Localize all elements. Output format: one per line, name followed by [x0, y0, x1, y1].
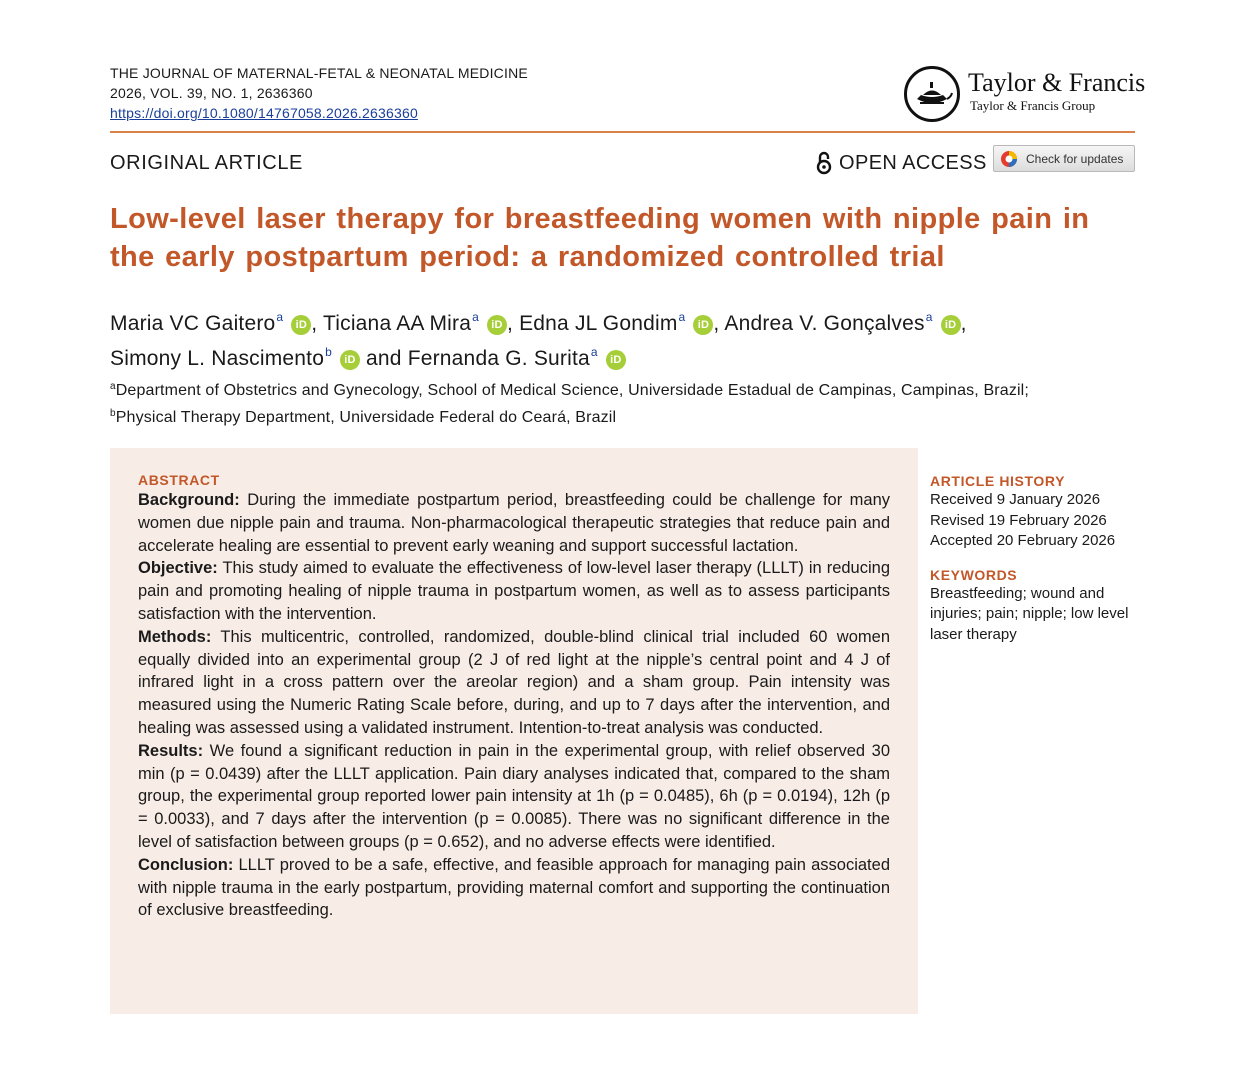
orcid-icon[interactable]: iD — [941, 315, 961, 335]
check-for-updates-label: Check for updates — [1026, 151, 1124, 166]
affiliation-mark: b — [110, 408, 116, 419]
author: Andrea V. Gonçalves$^a$iD , — [724, 310, 967, 335]
author: Edna JL Gondim$^a$iD , — [519, 310, 720, 335]
abstract-section-text: This multicentric, controlled, randomized, double-blind clinical trial included 60 women equally divided into an experimental group (2 J of red light at the nipple’s central point and 4 J of infrared light in a cross pattern over the areolar region) and a sham group. Pain intensity was measured using the Numeric Rating Scale before, during, and up to 7 days after the intervention, and healing was assessed using a validated instrument. Intention-to-treat analysis was conducted. — [138, 627, 890, 737]
accepted-date: Accepted 20 February 2026 — [930, 532, 1116, 549]
keywords-text: Breastfeeding; wound and injuries; pain; nipple; low level laser therapy — [930, 584, 1129, 643]
orcid-icon[interactable]: iD — [487, 315, 507, 335]
author-and: and — [366, 347, 402, 370]
affiliation-text: Physical Therapy Department, Universidade Federal do Ceará, Brazil — [115, 409, 617, 426]
abstract-section-text: This study aimed to evaluate the effectiveness of low-level laser therapy (LLLT) in reducing pain and promoting healing of nipple trauma in postpartum women, as well as to assess participants satisfaction with the intervention. — [138, 559, 890, 623]
check-updates-icon — [1000, 150, 1018, 168]
abstract-heading: ABSTRACT — [138, 472, 220, 488]
publisher-logo[interactable] — [904, 66, 1144, 122]
affiliations — [110, 375, 1140, 429]
affiliation-mark[interactable]: a — [276, 310, 284, 324]
author-name[interactable]: Fernanda G. Surita — [407, 347, 590, 370]
affiliation — [110, 402, 1140, 429]
abstract-section-text: During the immediate postpartum period, breastfeeding could be challenge for many women due nipple pain and trauma. Non-pharmacological therapeutic strategies that reduce pain and accelerate healing are essential to prevent early weaning and support successful lactation. — [138, 491, 890, 555]
article-title: Low-level laser therapy for breastfeeding women with nipple pain in the early postpartum period: a randomized controlled trial — [110, 203, 1090, 273]
publisher-group: Taylor & Francis Group — [970, 98, 1096, 113]
revised-date: Revised 19 February 2026 — [930, 511, 1107, 529]
orcid-icon[interactable]: iD — [606, 350, 626, 370]
article-type: ORIGINAL ARTICLE — [110, 152, 303, 174]
abstract-section — [138, 557, 890, 625]
article-history-heading: ARTICLE HISTORY — [930, 473, 1066, 489]
journal-name: THE JOURNAL OF MATERNAL-FETAL & NEONATAL MEDICINE — [110, 65, 528, 81]
lamp-logo-icon — [904, 66, 960, 122]
abstract-section-label: Results: — [138, 741, 204, 760]
orcid-icon[interactable]: iD — [693, 315, 713, 335]
author — [408, 347, 626, 370]
affiliation-mark[interactable]: a — [590, 345, 598, 359]
keywords-heading: KEYWORDS — [930, 566, 1018, 583]
abstract-section-text: We found a significant reduction in pain in the experimental group, with relief observed 30 min (p = 0.0439) after the LLLT application. Pain diary analyses indicated that, compared to the sham group, the experimental group reported lower pain intensity at 1h (p = 0.0485), 6h (p = 0.0194), 12h (p = 0.0033), and 7 days after the intervention (p = 0.0085). There was no significant difference in the level of satisfaction between groups (p = 0.652), and no adverse effects were identified. — [138, 741, 890, 851]
abstract-section-text: LLLT proved to be a safe, effective, and feasible approach for managing pain associated with nipple trauma in the early postpartum, providing maternal comfort and supporting the continuation of exclusive breastfeeding. — [138, 855, 890, 920]
open-lock-icon — [815, 151, 833, 175]
doi-link[interactable]: https://doi.org/10.1080/14767058.2026.2636360 — [110, 105, 418, 121]
abstract-section — [138, 854, 890, 922]
journal-header — [110, 63, 528, 123]
abstract-section — [138, 489, 890, 557]
author — [110, 347, 360, 370]
open-access-label — [815, 150, 987, 176]
abstract-content — [138, 471, 890, 922]
publisher-name: Taylor & Francis — [968, 68, 1146, 97]
check-for-updates-button[interactable] — [993, 145, 1135, 172]
affiliation-mark[interactable]: a — [678, 310, 686, 324]
abstract-section-label: Objective: — [138, 559, 218, 578]
author: Ticiana AA Mira$^a$iD , — [323, 310, 514, 335]
affiliation — [110, 375, 1140, 402]
abstract-section — [138, 626, 890, 740]
abstract-box — [110, 448, 918, 1014]
author-name[interactable]: Ticiana AA Mira — [323, 312, 472, 335]
affiliation-mark[interactable]: a — [472, 310, 479, 324]
affiliation-mark[interactable]: b — [325, 345, 332, 359]
abstract-section-label: Methods: — [138, 627, 212, 646]
abstract-section — [138, 740, 890, 854]
author-list — [110, 303, 1140, 373]
header-rule — [110, 131, 1135, 133]
received-date: Received 9 January 2026 — [930, 491, 1101, 508]
affiliation-text: Department of Obstetrics and Gynecology, School of Medical Science, Universidade Estadual de Campinas, Campinas, Brazil; — [115, 382, 1029, 399]
orcid-icon[interactable]: iD — [291, 315, 311, 335]
volume-line: 2026, VOL. 39, NO. 1, 2636360 — [110, 85, 313, 101]
abstract-section-label: Conclusion: — [138, 855, 234, 874]
abstract-section-label: Background: — [138, 491, 240, 509]
article-sidebar — [930, 472, 1140, 645]
author-name[interactable]: Maria VC Gaitero — [110, 312, 276, 335]
author-name[interactable]: Edna JL Gondim — [519, 312, 678, 335]
affiliation-mark: a — [110, 381, 116, 392]
orcid-icon[interactable]: iD — [340, 350, 360, 370]
author-name[interactable]: Simony L. Nascimento — [110, 347, 325, 370]
author: Maria VC Gaitero$^a$iD , — [110, 310, 318, 335]
author-name[interactable]: Andrea V. Gonçalves — [724, 312, 925, 335]
open-access-text: OPEN ACCESS — [839, 151, 987, 174]
affiliation-mark[interactable]: a — [925, 310, 933, 324]
